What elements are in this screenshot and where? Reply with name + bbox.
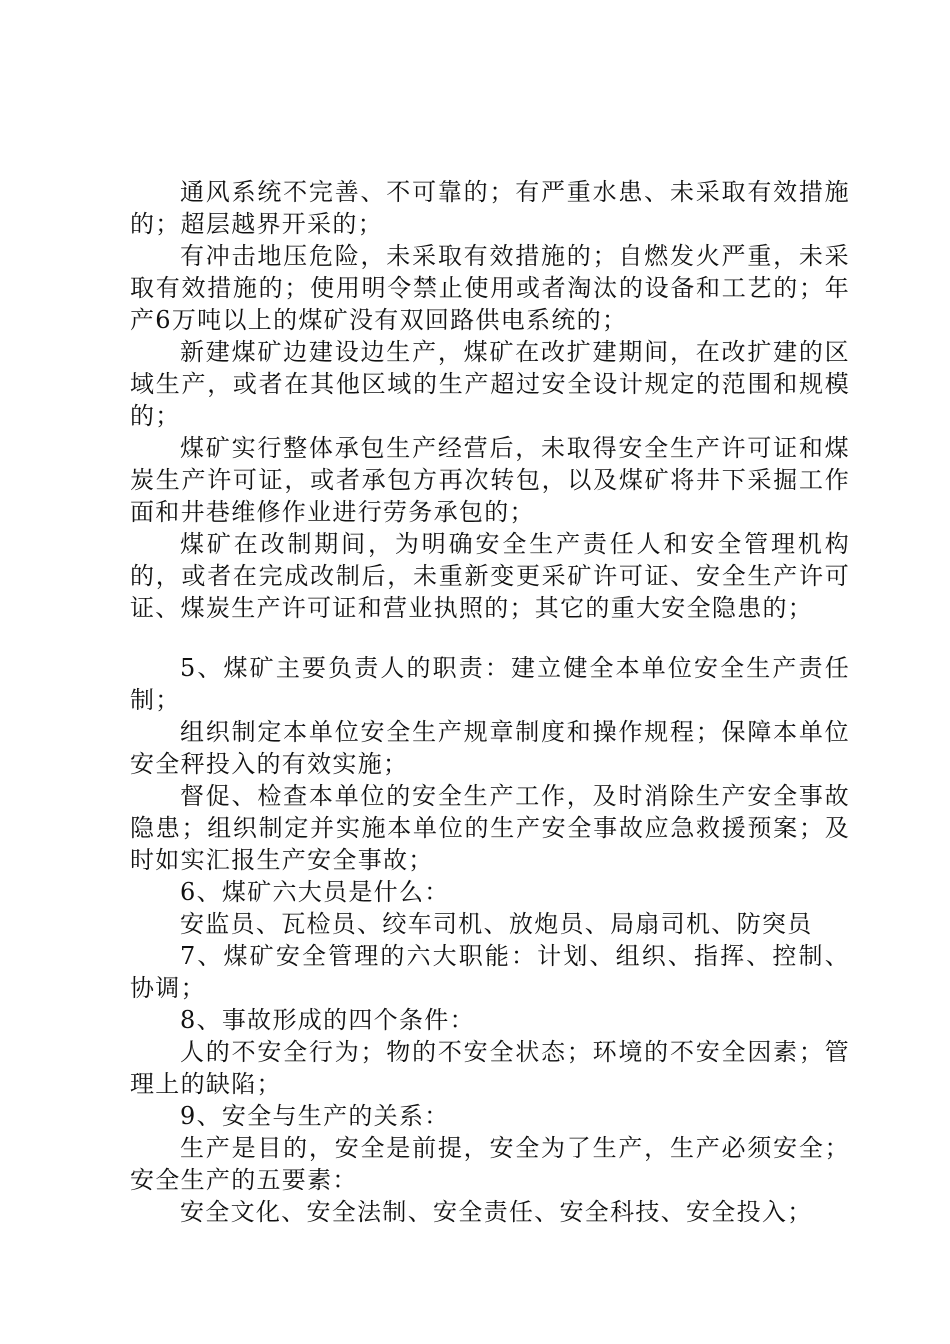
paragraph-7: 组织制定本单位安全生产规章制度和操作规程；保障本单位安全秤投入的有效实施； bbox=[130, 718, 850, 778]
paragraph-gap bbox=[130, 624, 850, 652]
paragraph-3: 新建煤矿边建设边生产，煤矿在改扩建期间，在改扩建的区域生产，或者在其他区域的生产超过安全设计规定的范围和规模的； bbox=[130, 338, 850, 430]
paragraph-14: 9、安全与生产的关系： bbox=[180, 1102, 450, 1130]
paragraph-12: 8、事故形成的四个条件： bbox=[180, 1006, 475, 1034]
paragraph-16: 安全文化、安全法制、安全责任、安全科技、安全投入； bbox=[180, 1198, 813, 1226]
paragraph-5: 煤矿在改制期间，为明确安全生产责任人和安全管理机构的，或者在完成改制后，未重新变更采矿许可证、安全生产许可证、煤炭生产许可证和营业执照的；其它的重大安全隐患的； bbox=[130, 530, 850, 622]
paragraph-13: 人的不安全行为；物的不安全状态；环境的不安全因素；管理上的缺陷； bbox=[130, 1038, 850, 1098]
paragraph-15: 生产是目的，安全是前提，安全为了生产，生产必须安全；安全生产的五要素： bbox=[130, 1134, 850, 1194]
paragraph-11: 7、煤矿安全管理的六大职能：计划、组织、指挥、控制、协调； bbox=[130, 942, 850, 1002]
paragraph-6: 5、煤矿主要负责人的职责：建立健全本单位安全生产责任制； bbox=[130, 654, 850, 714]
paragraph-9: 6、煤矿六大员是什么： bbox=[180, 878, 450, 906]
paragraph-10: 安监员、瓦检员、绞车司机、放炮员、局扇司机、防突员 bbox=[180, 910, 813, 938]
paragraph-1: 通风系统不完善、不可靠的；有严重水患、未采取有效措施的；超层越界开采的； bbox=[130, 178, 850, 238]
paragraph-4: 煤矿实行整体承包生产经营后，未取得安全生产许可证和煤炭生产许可证，或者承包方再次转包，以及煤矿将井下采掘工作面和井巷维修作业进行劳务承包的； bbox=[130, 434, 850, 526]
paragraph-8: 督促、检查本单位的安全生产工作，及时消除生产安全事故隐患；组织制定并实施本单位的生产安全事故应急救援预案；及时如实汇报生产安全事故； bbox=[130, 782, 850, 874]
document-body bbox=[130, 176, 850, 1228]
paragraph-2: 有冲击地压危险，未采取有效措施的；自燃发火严重，未采取有效措施的；使用明令禁止使用或者淘汰的设备和工艺的；年产6万吨以上的煤矿没有双回路供电系统的； bbox=[130, 242, 850, 334]
